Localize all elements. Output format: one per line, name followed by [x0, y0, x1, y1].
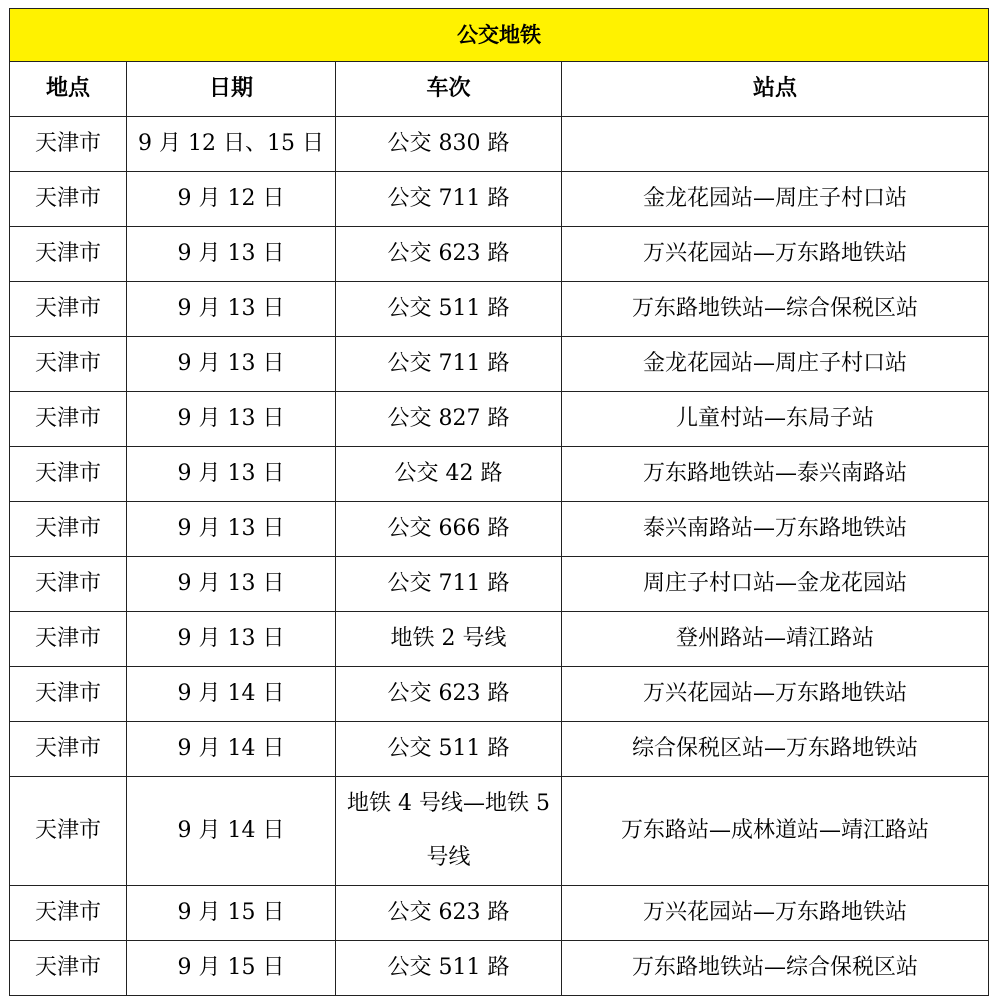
route-text: 地铁 4 号线—地铁 5 号线	[347, 791, 550, 870]
cell-route	[336, 777, 562, 886]
cell-date: 9 月 14 日	[127, 722, 336, 777]
table-row	[10, 502, 989, 557]
cell-date: 9 月 13 日	[127, 447, 336, 502]
cell-route: 公交 511 路	[336, 282, 562, 337]
cell-place: 天津市	[10, 447, 127, 502]
cell-route: 公交 830 路	[336, 117, 562, 172]
cell-stations: 万东路地铁站—泰兴南路站	[562, 447, 989, 502]
cell-stations: 登州路站—靖江路站	[562, 612, 989, 667]
cell-date: 9 月 14 日	[127, 667, 336, 722]
cell-date: 9 月 13 日	[127, 282, 336, 337]
cell-route: 公交 623 路	[336, 227, 562, 282]
cell-place: 天津市	[10, 392, 127, 447]
cell-stations: 综合保税区站—万东路地铁站	[562, 722, 989, 777]
cell-date: 9 月 13 日	[127, 227, 336, 282]
cell-route: 公交 711 路	[336, 337, 562, 392]
cell-stations: 周庄子村口站—金龙花园站	[562, 557, 989, 612]
cell-place: 天津市	[10, 337, 127, 392]
table-row	[10, 612, 989, 667]
cell-date: 9 月 13 日	[127, 392, 336, 447]
cell-date: 9 月 13 日	[127, 337, 336, 392]
header-row	[10, 62, 989, 117]
cell-stations: 金龙花园站—周庄子村口站	[562, 172, 989, 227]
header-place: 地点	[10, 62, 127, 117]
table-row	[10, 722, 989, 777]
table-row	[10, 282, 989, 337]
cell-place: 天津市	[10, 282, 127, 337]
table-row	[10, 337, 989, 392]
cell-stations: 泰兴南路站—万东路地铁站	[562, 502, 989, 557]
cell-place: 天津市	[10, 612, 127, 667]
table-row	[10, 557, 989, 612]
cell-date: 9 月 13 日	[127, 612, 336, 667]
table-body	[10, 117, 989, 996]
cell-route: 公交 711 路	[336, 557, 562, 612]
table-row	[10, 117, 989, 172]
header-route: 车次	[336, 62, 562, 117]
title-row	[10, 9, 989, 62]
cell-stations: 万东路地铁站—综合保税区站	[562, 282, 989, 337]
cell-date: 9 月 13 日	[127, 557, 336, 612]
cell-stations	[562, 117, 989, 172]
cell-date: 9 月 12 日	[127, 172, 336, 227]
cell-place: 天津市	[10, 941, 127, 996]
cell-place: 天津市	[10, 777, 127, 886]
cell-stations: 万兴花园站—万东路地铁站	[562, 667, 989, 722]
cell-date: 9 月 13 日	[127, 502, 336, 557]
table-row	[10, 777, 989, 886]
table-row	[10, 392, 989, 447]
transit-table-sheet	[9, 8, 988, 996]
cell-place: 天津市	[10, 557, 127, 612]
cell-route: 公交 623 路	[336, 667, 562, 722]
cell-route: 地铁 2 号线	[336, 612, 562, 667]
table-row	[10, 941, 989, 996]
cell-route: 公交 711 路	[336, 172, 562, 227]
cell-date: 9 月 14 日	[127, 777, 336, 886]
table-row	[10, 172, 989, 227]
cell-route: 公交 827 路	[336, 392, 562, 447]
cell-date: 9 月 15 日	[127, 941, 336, 996]
cell-place: 天津市	[10, 117, 127, 172]
table-row	[10, 227, 989, 282]
cell-stations: 万东路站—成林道站—靖江路站	[562, 777, 989, 886]
cell-stations: 金龙花园站—周庄子村口站	[562, 337, 989, 392]
cell-place: 天津市	[10, 227, 127, 282]
cell-stations: 万兴花园站—万东路地铁站	[562, 886, 989, 941]
header-date: 日期	[127, 62, 336, 117]
cell-place: 天津市	[10, 886, 127, 941]
cell-date: 9 月 12 日、15 日	[127, 117, 336, 172]
cell-stations: 儿童村站—东局子站	[562, 392, 989, 447]
cell-place: 天津市	[10, 667, 127, 722]
cell-route: 公交 42 路	[336, 447, 562, 502]
header-stations: 站点	[562, 62, 989, 117]
cell-place: 天津市	[10, 722, 127, 777]
table-row	[10, 667, 989, 722]
cell-stations: 万东路地铁站—综合保税区站	[562, 941, 989, 996]
cell-route: 公交 623 路	[336, 886, 562, 941]
cell-route: 公交 511 路	[336, 722, 562, 777]
table-row	[10, 886, 989, 941]
table-title: 公交地铁	[10, 9, 989, 62]
cell-date: 9 月 15 日	[127, 886, 336, 941]
table-row	[10, 447, 989, 502]
cell-place: 天津市	[10, 502, 127, 557]
cell-place: 天津市	[10, 172, 127, 227]
cell-route: 公交 511 路	[336, 941, 562, 996]
cell-stations: 万兴花园站—万东路地铁站	[562, 227, 989, 282]
cell-route: 公交 666 路	[336, 502, 562, 557]
transit-table	[9, 8, 989, 996]
